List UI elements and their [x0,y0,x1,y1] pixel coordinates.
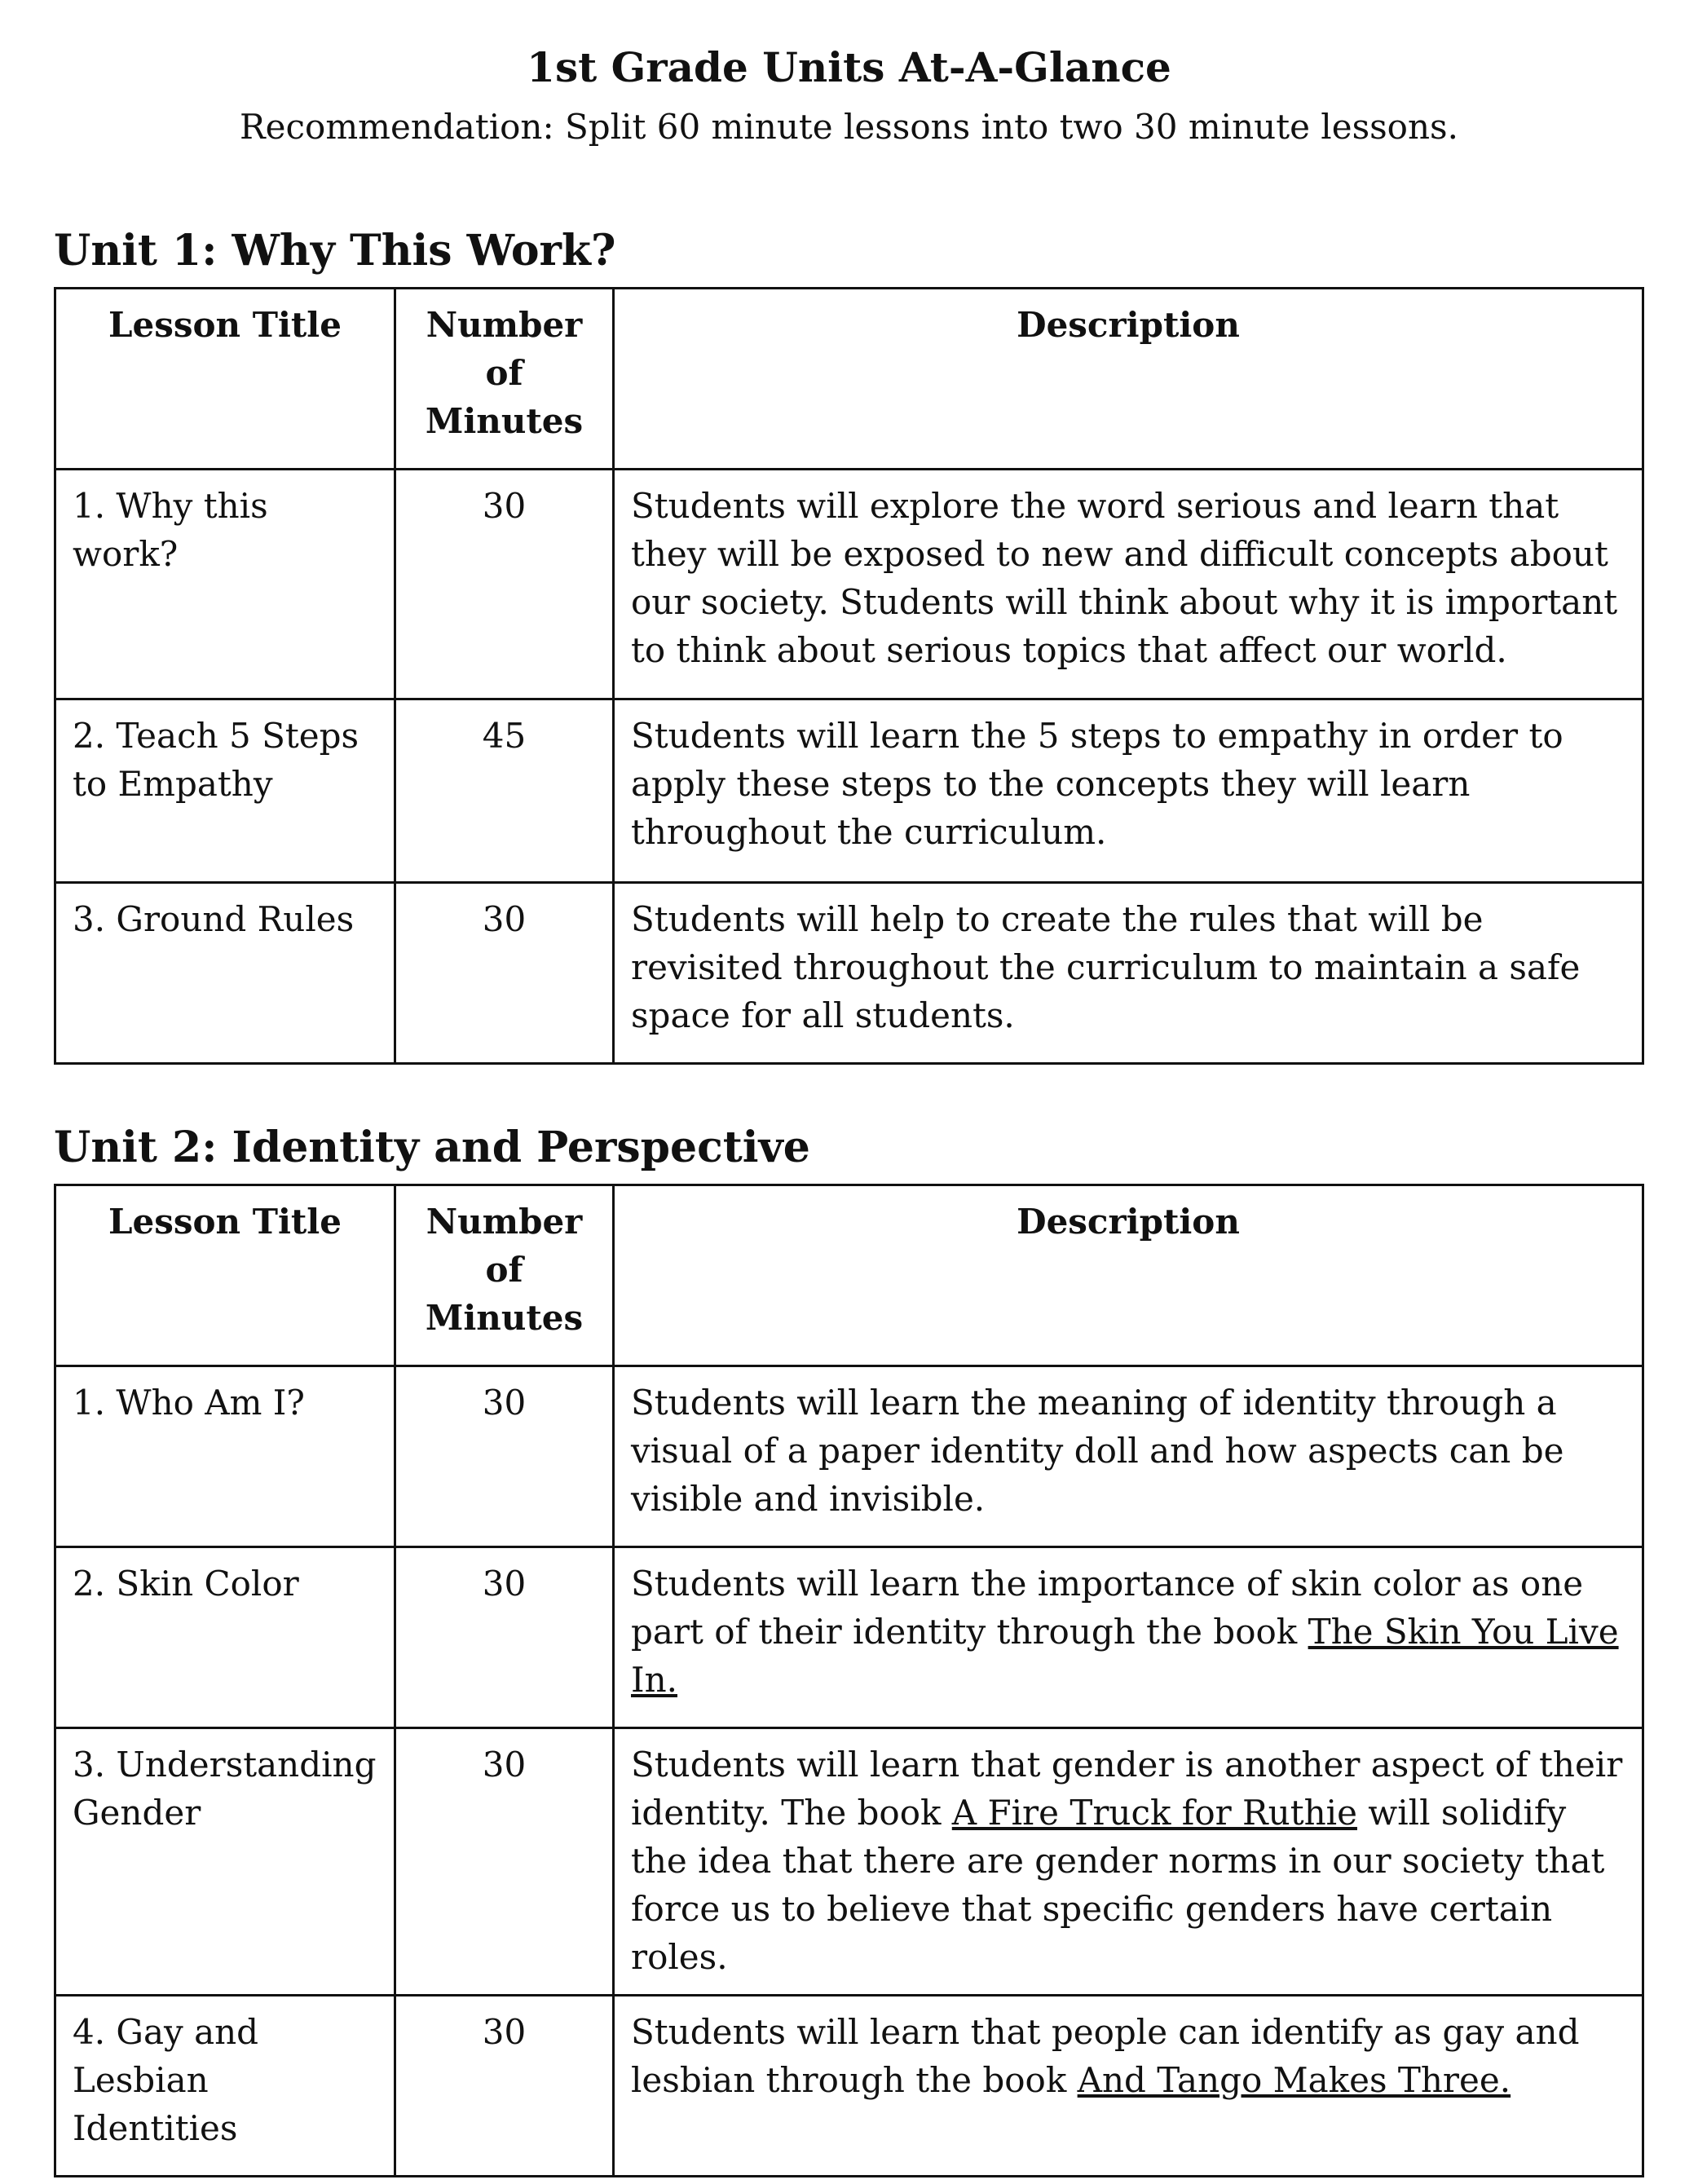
description-text: will solidify the idea that there are gender norms in our society that force us to believe that specific genders have certain roles. [631,1793,1605,1977]
document-subtitle: Recommendation: Split 60 minute lessons into two 30 minute lessons. [240,107,1458,147]
book-title-link[interactable]: The Skin You Live In. [631,1612,1619,1700]
column-header-minutes: Number of Minutes [395,289,614,470]
description-cell: Students will help to create the rules that will be revisited throughout the curriculum to maintain a safe space for all students. [614,883,1643,1064]
minutes-cell: 30 [395,470,614,699]
column-header-lesson-title: Lesson Title [55,1185,395,1366]
description-text: Students will learn the importance of skin color as one part of their identity through the book [631,1564,1584,1652]
minutes-cell: 45 [395,699,614,883]
description-cell: Students will learn the 5 steps to empathy in order to apply these steps to the concepts they will learn throughout the curriculum. [614,699,1643,883]
column-header-lesson-title: Lesson Title [55,289,395,470]
column-header-description: Description [614,289,1643,470]
description-cell [614,1547,1643,1728]
book-title-link[interactable]: A Fire Truck for Ruthie [951,1793,1357,1833]
document-title: 1st Grade Units At-A-Glance [527,43,1171,91]
table-row [55,1366,1643,1547]
lesson-title-cell: 2. Teach 5 Steps to Empathy [55,699,395,883]
minutes-cell: 30 [395,1366,614,1547]
lesson-title-cell: 3. Understanding Gender [55,1728,395,1996]
lesson-title-cell: 1. Who Am I? [55,1366,395,1547]
table-row [55,1547,1643,1728]
column-header-description: Description [614,1185,1643,1366]
description-text: Students will learn that people can identify as gay and lesbian through the book [631,2012,1580,2100]
table-header-row [55,289,1643,470]
description-cell: Students will learn the meaning of identity through a visual of a paper identity doll and how aspects can be visible and invisible. [614,1366,1643,1547]
lesson-title-cell: 3. Ground Rules [55,883,395,1064]
unit-2-table [54,1184,1644,2177]
unit-1-heading: Unit 1: Why This Work? [54,226,616,276]
lesson-title-cell: 4. Gay and Lesbian Identities [55,1996,395,2177]
minutes-cell: 30 [395,1996,614,2177]
table-row [55,883,1643,1064]
column-header-minutes: Number of Minutes [395,1185,614,1366]
minutes-cell: 30 [395,1547,614,1728]
description-text: Students will learn that gender is another aspect of their identity. The book [631,1745,1623,1833]
table-row [55,470,1643,699]
unit-1-table [54,287,1644,1065]
minutes-cell: 30 [395,883,614,1064]
table-row [55,699,1643,883]
lesson-title-cell: 2. Skin Color [55,1547,395,1728]
minutes-cell: 30 [395,1728,614,1996]
book-title-link[interactable]: And Tango Makes Three. [1077,2060,1511,2100]
description-cell [614,1728,1643,1996]
table-row [55,1728,1643,1996]
description-cell [614,1996,1643,2177]
description-cell: Students will explore the word serious and learn that they will be exposed to new and difficult concepts about our society. Students will think about why it is important to think about serious topics that affect our world. [614,470,1643,699]
table-row [55,1996,1643,2177]
unit-2-heading: Unit 2: Identity and Perspective [54,1123,810,1172]
lesson-title-cell: 1. Why this work? [55,470,395,699]
table-header-row [55,1185,1643,1366]
